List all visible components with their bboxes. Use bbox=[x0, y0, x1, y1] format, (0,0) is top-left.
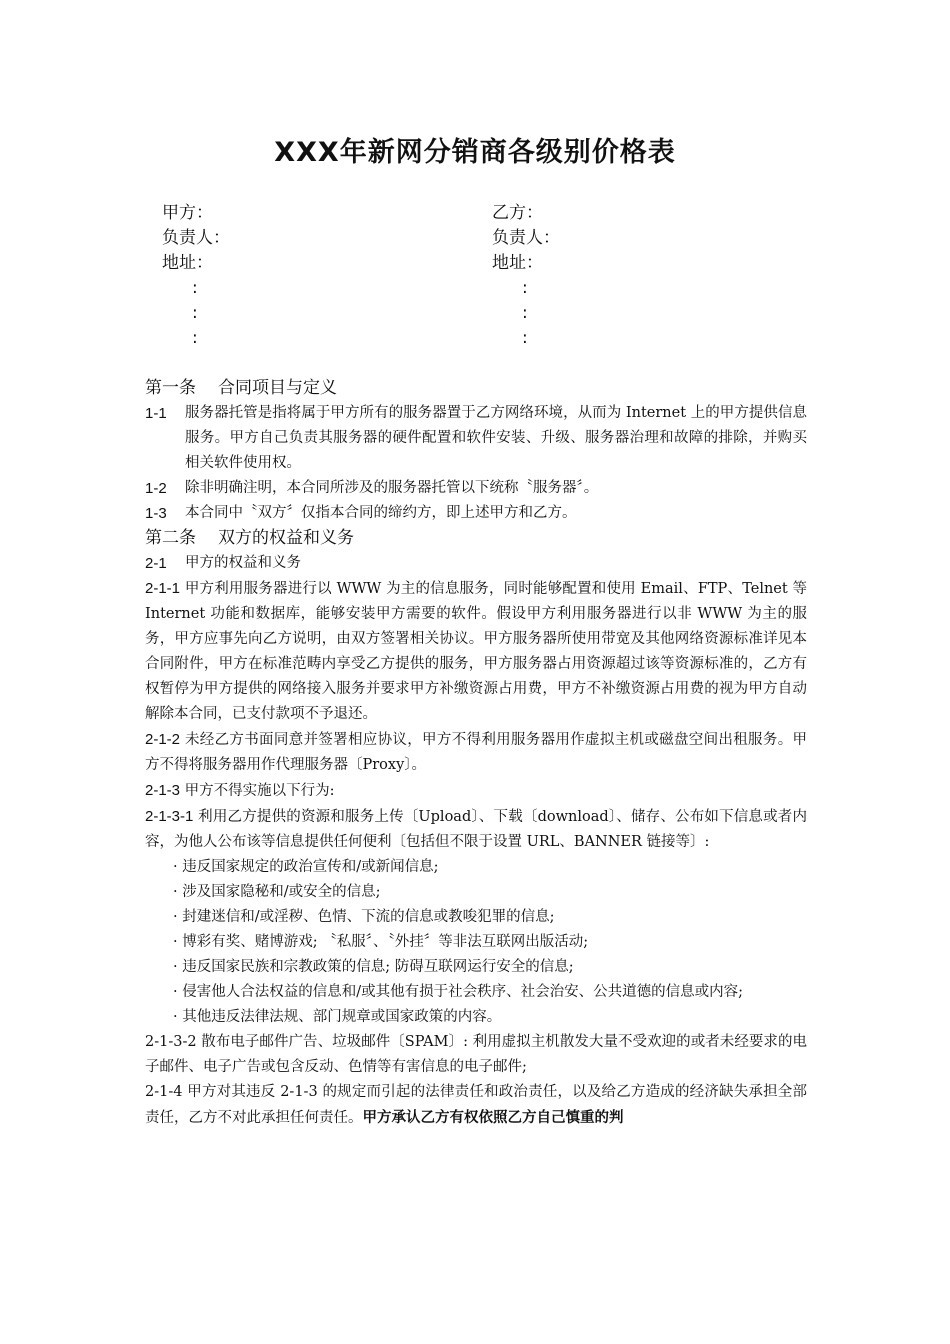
section-title: 合同项目与定义 bbox=[218, 378, 337, 398]
clause-text: 甲方利用服务器进行以 WWW 为主的信息服务，同时能够配置和使用 Email、FTP、Telnet 等 Internet 功能和数据库，能够安装甲方需要的软件。假设甲方利用服务器进行以非 WWW 为主的服务，甲方应事先向乙方说明，由双方签署相关协议。甲方服务器所使用带宽及其他网络资源标准详见本合同附件，甲方在标准范畴内享受乙方提供的服务，甲方服务器占用资源超过该等资源标准的，乙方有权暂停为甲方提供的网络接入服务并要求甲方补缴资源占用费，甲方不补缴资源占用费的视为甲方自动解除本合同，已支付款项不予退还。 bbox=[145, 581, 808, 722]
party-b-label: 乙方： bbox=[492, 203, 543, 223]
contract-body bbox=[145, 376, 807, 1131]
list-item: · 其他违反法律法规、部门规章或国家政策的内容。 bbox=[173, 1009, 502, 1025]
clause-number: 2-1-2 bbox=[145, 731, 181, 748]
list-item: · 违反国家规定的政治宣传和/或新闻信息; bbox=[173, 859, 439, 875]
list-item: · 违反国家民族和宗教政策的信息; 防碍互联网运行安全的信息; bbox=[173, 959, 574, 975]
party-a-manager: 负责人： bbox=[162, 228, 230, 248]
clause-text: 甲方的权益和义务 bbox=[185, 555, 301, 571]
party-b-address: 地址： bbox=[492, 253, 543, 273]
clause bbox=[145, 501, 807, 526]
party-b-manager: 负责人： bbox=[492, 228, 560, 248]
clause bbox=[145, 401, 807, 476]
clause-text: 甲方不得实施以下行为: bbox=[184, 783, 335, 799]
clause-number: 2-1 bbox=[145, 555, 167, 572]
section-number: 第二条 bbox=[145, 528, 196, 548]
clause-text: 除非明确注明，本合同所涉及的服务器托管以下统称〝服务器〞。 bbox=[185, 480, 599, 496]
paragraph: 2-1-3-2 散布电子邮件广告、垃圾邮件〔SPAM〕: 利用虚拟主机散发大量不受欢迎的或者未经要求的电子邮件、电子广告或包含反动、色情等有害信息的电子邮件; bbox=[145, 1034, 807, 1075]
party-b-colon: : bbox=[522, 278, 528, 298]
clause-number: 1-2 bbox=[145, 480, 167, 497]
section-heading bbox=[145, 526, 807, 551]
list-item: · 博彩有奖、赌博游戏; 〝私服〞、〝外挂〞等非法互联网出版活动; bbox=[173, 934, 589, 950]
section-title: 双方的权益和义务 bbox=[218, 528, 354, 548]
section-heading bbox=[145, 376, 807, 401]
party-a-address: 地址： bbox=[162, 253, 213, 273]
clause-text: 未经乙方书面同意并签署相应协议，甲方不得利用服务器用作虚拟主机或磁盘空间出租服务。甲方不得将服务器用作代理服务器〔Proxy〕。 bbox=[145, 732, 808, 773]
list-item: · 涉及国家隐秘和/或安全的信息; bbox=[173, 884, 381, 900]
paragraph bbox=[145, 576, 807, 727]
list-item: · 侵害他人合法权益的信息和/或其他有损于社会秩序、社会治安、公共道德的信息或内容; bbox=[173, 984, 743, 1000]
clause-text: 利用乙方提供的资源和服务上传〔Upload〕、下载〔download〕、储存、公布如下信息或者内容，为他人公布该等信息提供任何便利〔包括但不限于设置 URL、BANNER 链接等〕: bbox=[145, 809, 807, 850]
clause-text: 服务器托管是指将属于甲方所有的服务器置于乙方网络环境，从而为 Internet 上的甲方提供信息服务。甲方自己负责其服务器的硬件配置和软件安装、升级、服务器治理和故障的排除，并购买相关软件使用权。 bbox=[185, 405, 807, 471]
party-b-block bbox=[492, 201, 560, 351]
party-a-colon: : bbox=[192, 328, 198, 348]
clause bbox=[145, 476, 807, 501]
list-item: · 封建迷信和/或淫秽、色情、下流的信息或教唆犯罪的信息; bbox=[173, 909, 555, 925]
party-a-block bbox=[162, 201, 230, 351]
document-title: XXX年新网分销商各级别价格表 bbox=[274, 137, 676, 168]
clause-number: 2-1-1 bbox=[145, 580, 181, 597]
clause-text: 本合同中〝双方〞仅指本合同的缔约方，即上述甲方和乙方。 bbox=[185, 505, 577, 521]
party-b-colon: : bbox=[522, 328, 528, 348]
party-a-colon: : bbox=[192, 303, 198, 323]
clause-number: 2-1-3-1 bbox=[145, 808, 194, 825]
clause-text: 2-1-4 甲方对其违反 2-1-3 的规定而引起的法律责任和政治责任，以及给乙方造成的经济缺失承担全部责任，乙方不对此承担任何责任。 bbox=[145, 1084, 807, 1126]
clause-number: 1-1 bbox=[145, 405, 167, 422]
clause-number: 1-3 bbox=[145, 505, 167, 522]
clause bbox=[145, 551, 807, 576]
party-b-colon: : bbox=[522, 303, 528, 323]
clause-text-bold: 甲方承认乙方有权依照乙方自己慎重的判 bbox=[362, 1109, 624, 1126]
paragraph bbox=[145, 727, 807, 778]
section-number: 第一条 bbox=[145, 378, 196, 398]
party-a-colon: : bbox=[192, 278, 198, 298]
paragraph bbox=[145, 778, 807, 804]
paragraph bbox=[145, 804, 807, 855]
clause-number: 2-1-3 bbox=[145, 782, 181, 799]
party-a-label: 甲方： bbox=[162, 203, 213, 223]
paragraph bbox=[145, 1080, 807, 1131]
